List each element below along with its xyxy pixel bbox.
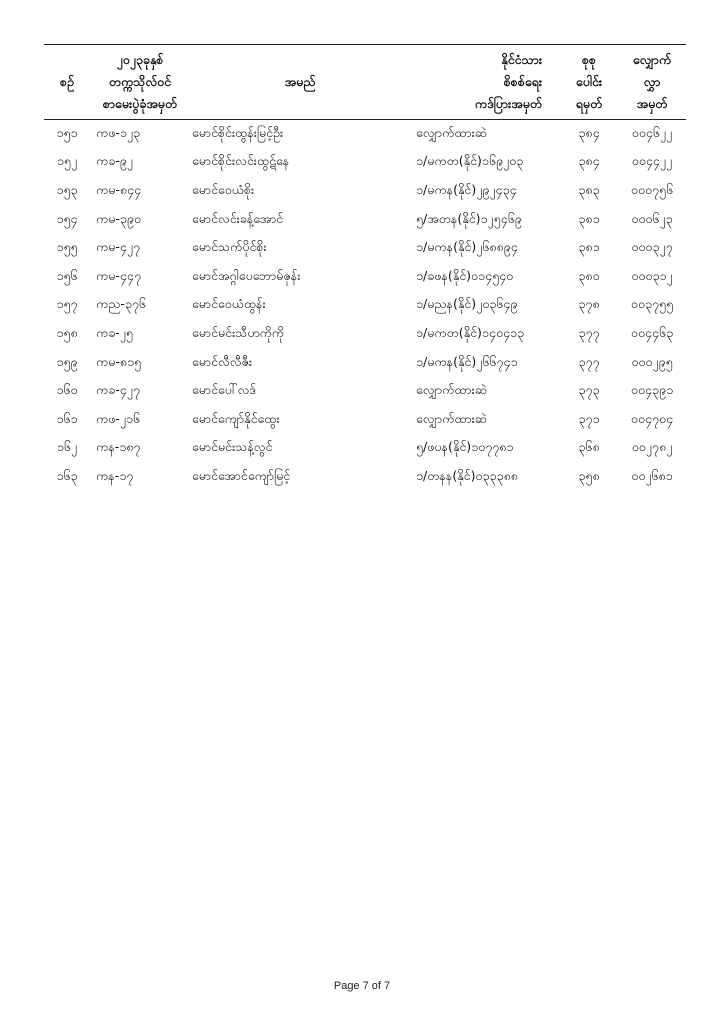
- table-row: [44, 320, 686, 349]
- cell-nrc: ၁/မညန(နိုင်)၂၀၃၆၄၉: [416, 296, 518, 312]
- cell-total-marks: ၃၈၄: [578, 124, 600, 140]
- table-row: [44, 406, 686, 435]
- header-total-marks: စုစု ပေါင်း ရမှတ်: [560, 45, 618, 120]
- cell-application-no: ၀၀၄၃၉၁: [630, 382, 674, 398]
- cell-no: ၁၆၂: [56, 439, 78, 455]
- table-row: [44, 263, 686, 292]
- cell-application-no: ၀၀၄၄၂၂: [631, 153, 673, 169]
- cell-name: မောင်ကျော်နိုင်ထွေး: [192, 410, 280, 426]
- cell-exam-roll: ကခ-၂၅: [96, 324, 133, 340]
- cell-no: ၁၅၉: [56, 353, 78, 369]
- cell-name: မောင်မင်းသန့်လွင်: [192, 439, 273, 455]
- cell-name: မောင်အောင်ကျော်မြင့်: [192, 467, 291, 483]
- table-header: [44, 45, 686, 120]
- cell-application-no: ၀၀၀၃၂၇: [631, 239, 673, 255]
- cell-nrc: ၅/ဖပန(နိုင်)၁၀၇၇၈၁: [416, 439, 514, 455]
- cell-no: ၁၅၈: [56, 324, 78, 340]
- table-row: [44, 206, 686, 235]
- cell-total-marks: ၃၈၁: [578, 239, 600, 255]
- cell-nrc: ၁/မကန(နိုင်)၂၉၂၄၃၄: [416, 181, 517, 197]
- cell-exam-roll: ကခ-၄၂၇: [96, 382, 140, 398]
- cell-exam-roll: ကမ-၈၄၄: [96, 181, 142, 197]
- header-no: စဉ်: [44, 45, 90, 120]
- cell-exam-roll: ကမ-၄၂၇: [96, 239, 141, 255]
- cell-nrc: ၁/မကတ(နိုင်)၁၄၀၄၁၃: [416, 324, 525, 340]
- cell-nrc: လျှောက်ထားဆဲ: [416, 410, 487, 426]
- cell-nrc: ၁/မကတ(နိုင်)၁၆၉၂၀၃: [416, 153, 524, 169]
- cell-exam-roll: ကဖ-၂၁၆: [96, 410, 141, 426]
- table-row: [44, 349, 686, 378]
- cell-application-no: ၀၀၀၆၂၃: [631, 210, 673, 226]
- cell-application-no: ၀၀၀၇၅၆: [630, 181, 674, 197]
- results-table-container: [44, 44, 686, 492]
- header-name: အမည်: [190, 45, 410, 120]
- cell-application-no: ၀၀၀၃၁၂: [631, 267, 673, 283]
- cell-nrc: ၁/ခဖန(နိုင်)၀၁၄၅၄၀: [416, 267, 514, 283]
- cell-name: မောင်လင်းခန့်အောင်: [192, 210, 284, 226]
- cell-application-no: ၀၀၄၇၀၄: [630, 410, 674, 426]
- cell-no: ၁၆၁: [56, 410, 78, 426]
- cell-application-no: ၀၀၂၆၈၁: [631, 467, 673, 483]
- cell-no: ၁၅၄: [56, 210, 78, 226]
- cell-total-marks: ၃၆၈: [578, 439, 600, 455]
- cell-name: မောင်ပေါ်လဒ်: [192, 382, 256, 398]
- cell-exam-roll: ကမ-၃၉၀: [96, 210, 141, 226]
- cell-no: ၁၆၃: [56, 467, 78, 483]
- cell-nrc: ၁/မကန(နိုင်)၂၆၆၇၄၁: [416, 353, 518, 369]
- cell-application-no: ၀၀၄၆၂၂: [631, 124, 673, 140]
- cell-total-marks: ၃၈၀: [578, 267, 600, 283]
- table-row: [44, 234, 686, 263]
- cell-name: မောင်စိုင်းလင်းထွဋ်နေ: [192, 153, 290, 169]
- cell-exam-roll: ကခ-၉၂: [96, 153, 133, 169]
- table-row: [44, 435, 686, 464]
- cell-exam-roll: ကမ-၈၁၅: [96, 353, 142, 369]
- header-application-no: လျှောက် လွှာ အမှတ်: [618, 45, 686, 120]
- cell-total-marks: ၃၇၇: [578, 324, 600, 340]
- cell-total-marks: ၃၅၈: [578, 467, 600, 483]
- cell-application-no: ၀၀၄၄၆၃: [630, 324, 674, 340]
- cell-name: မောင်သက်ပိုင်စိုး: [192, 239, 267, 255]
- cell-no: ၁၅၇: [56, 296, 78, 312]
- cell-exam-roll: ကန-၁၇: [96, 467, 134, 483]
- cell-exam-roll: ကန-၁၈၇: [96, 439, 141, 455]
- cell-total-marks: ၃၈၄: [578, 153, 600, 169]
- cell-exam-roll: ကဖ-၁၂၃: [96, 124, 141, 140]
- cell-nrc: ၁/မကန(နိုင်)၂၆၈၈၉၄: [416, 239, 518, 255]
- table-row: [44, 377, 686, 406]
- cell-name: မောင်စိုင်းထွန်းမြင့်ဦး: [192, 124, 284, 140]
- cell-total-marks: ၃၇၁: [578, 410, 600, 426]
- cell-name: မောင်ဝေယံထွန်း: [192, 296, 266, 312]
- table-row: [44, 292, 686, 321]
- cell-name: မောင်ဝေယံစိုး: [192, 181, 255, 197]
- cell-exam-roll: ကည-၃၇၆: [96, 296, 146, 312]
- cell-application-no: ၀၀၂၇၈၂: [631, 439, 673, 455]
- cell-total-marks: ၃၇၈: [578, 296, 600, 312]
- cell-nrc: လျှောက်ထားဆဲ: [416, 124, 487, 140]
- header-nrc: နိုင်ငံသား စိစစ်ရေး ကဒ်ပြားအမှတ်: [410, 45, 560, 120]
- results-table: [44, 44, 686, 492]
- cell-no: ၁၅၆: [56, 267, 78, 283]
- cell-total-marks: ၃၈၃: [578, 181, 600, 197]
- cell-name: မောင်မင်းသီဟကိုကို: [192, 324, 285, 340]
- cell-nrc: ၅/အတန(နိုင်)၁၂၅၄၆၉: [416, 210, 522, 226]
- cell-no: ၁၅၁: [56, 124, 78, 140]
- cell-nrc: လျှောက်ထားဆဲ: [416, 382, 487, 398]
- cell-application-no: ၀၀၀၂၉၅: [631, 353, 673, 369]
- cell-no: ၁၅၂: [56, 153, 78, 169]
- page-number: Page 7 of 7: [333, 980, 391, 992]
- page-footer: [0, 980, 724, 992]
- cell-total-marks: ၃၈၁: [578, 210, 600, 226]
- cell-total-marks: ၃၇၃: [578, 382, 600, 398]
- cell-name: မောင်လီလီဇီး: [192, 353, 253, 369]
- cell-no: ၁၆၀: [56, 382, 78, 398]
- cell-application-no: ၀၀၃၇၅၅: [630, 296, 674, 312]
- cell-exam-roll: ကမ-၄၄၇: [96, 267, 141, 283]
- table-row: [44, 177, 686, 206]
- cell-name: မောင်အဂ္ဂါပေဘောမ်ဇုန်း: [192, 267, 301, 283]
- table-row: [44, 149, 686, 178]
- cell-total-marks: ၃၇၇: [578, 353, 600, 369]
- table-body: [44, 120, 686, 492]
- cell-no: ၁၅၅: [56, 239, 78, 255]
- cell-no: ၁၅၃: [56, 181, 78, 197]
- table-row: [44, 463, 686, 492]
- cell-nrc: ၁/တနန(နိုင်)၀၃၃၃၈၈: [416, 467, 518, 483]
- header-exam-roll: ၂၀၂၃ခုနှစ် တက္ကသိုလ်ဝင် စာမေးပွဲခုံအမှတ်: [90, 45, 190, 120]
- table-row: [44, 120, 686, 149]
